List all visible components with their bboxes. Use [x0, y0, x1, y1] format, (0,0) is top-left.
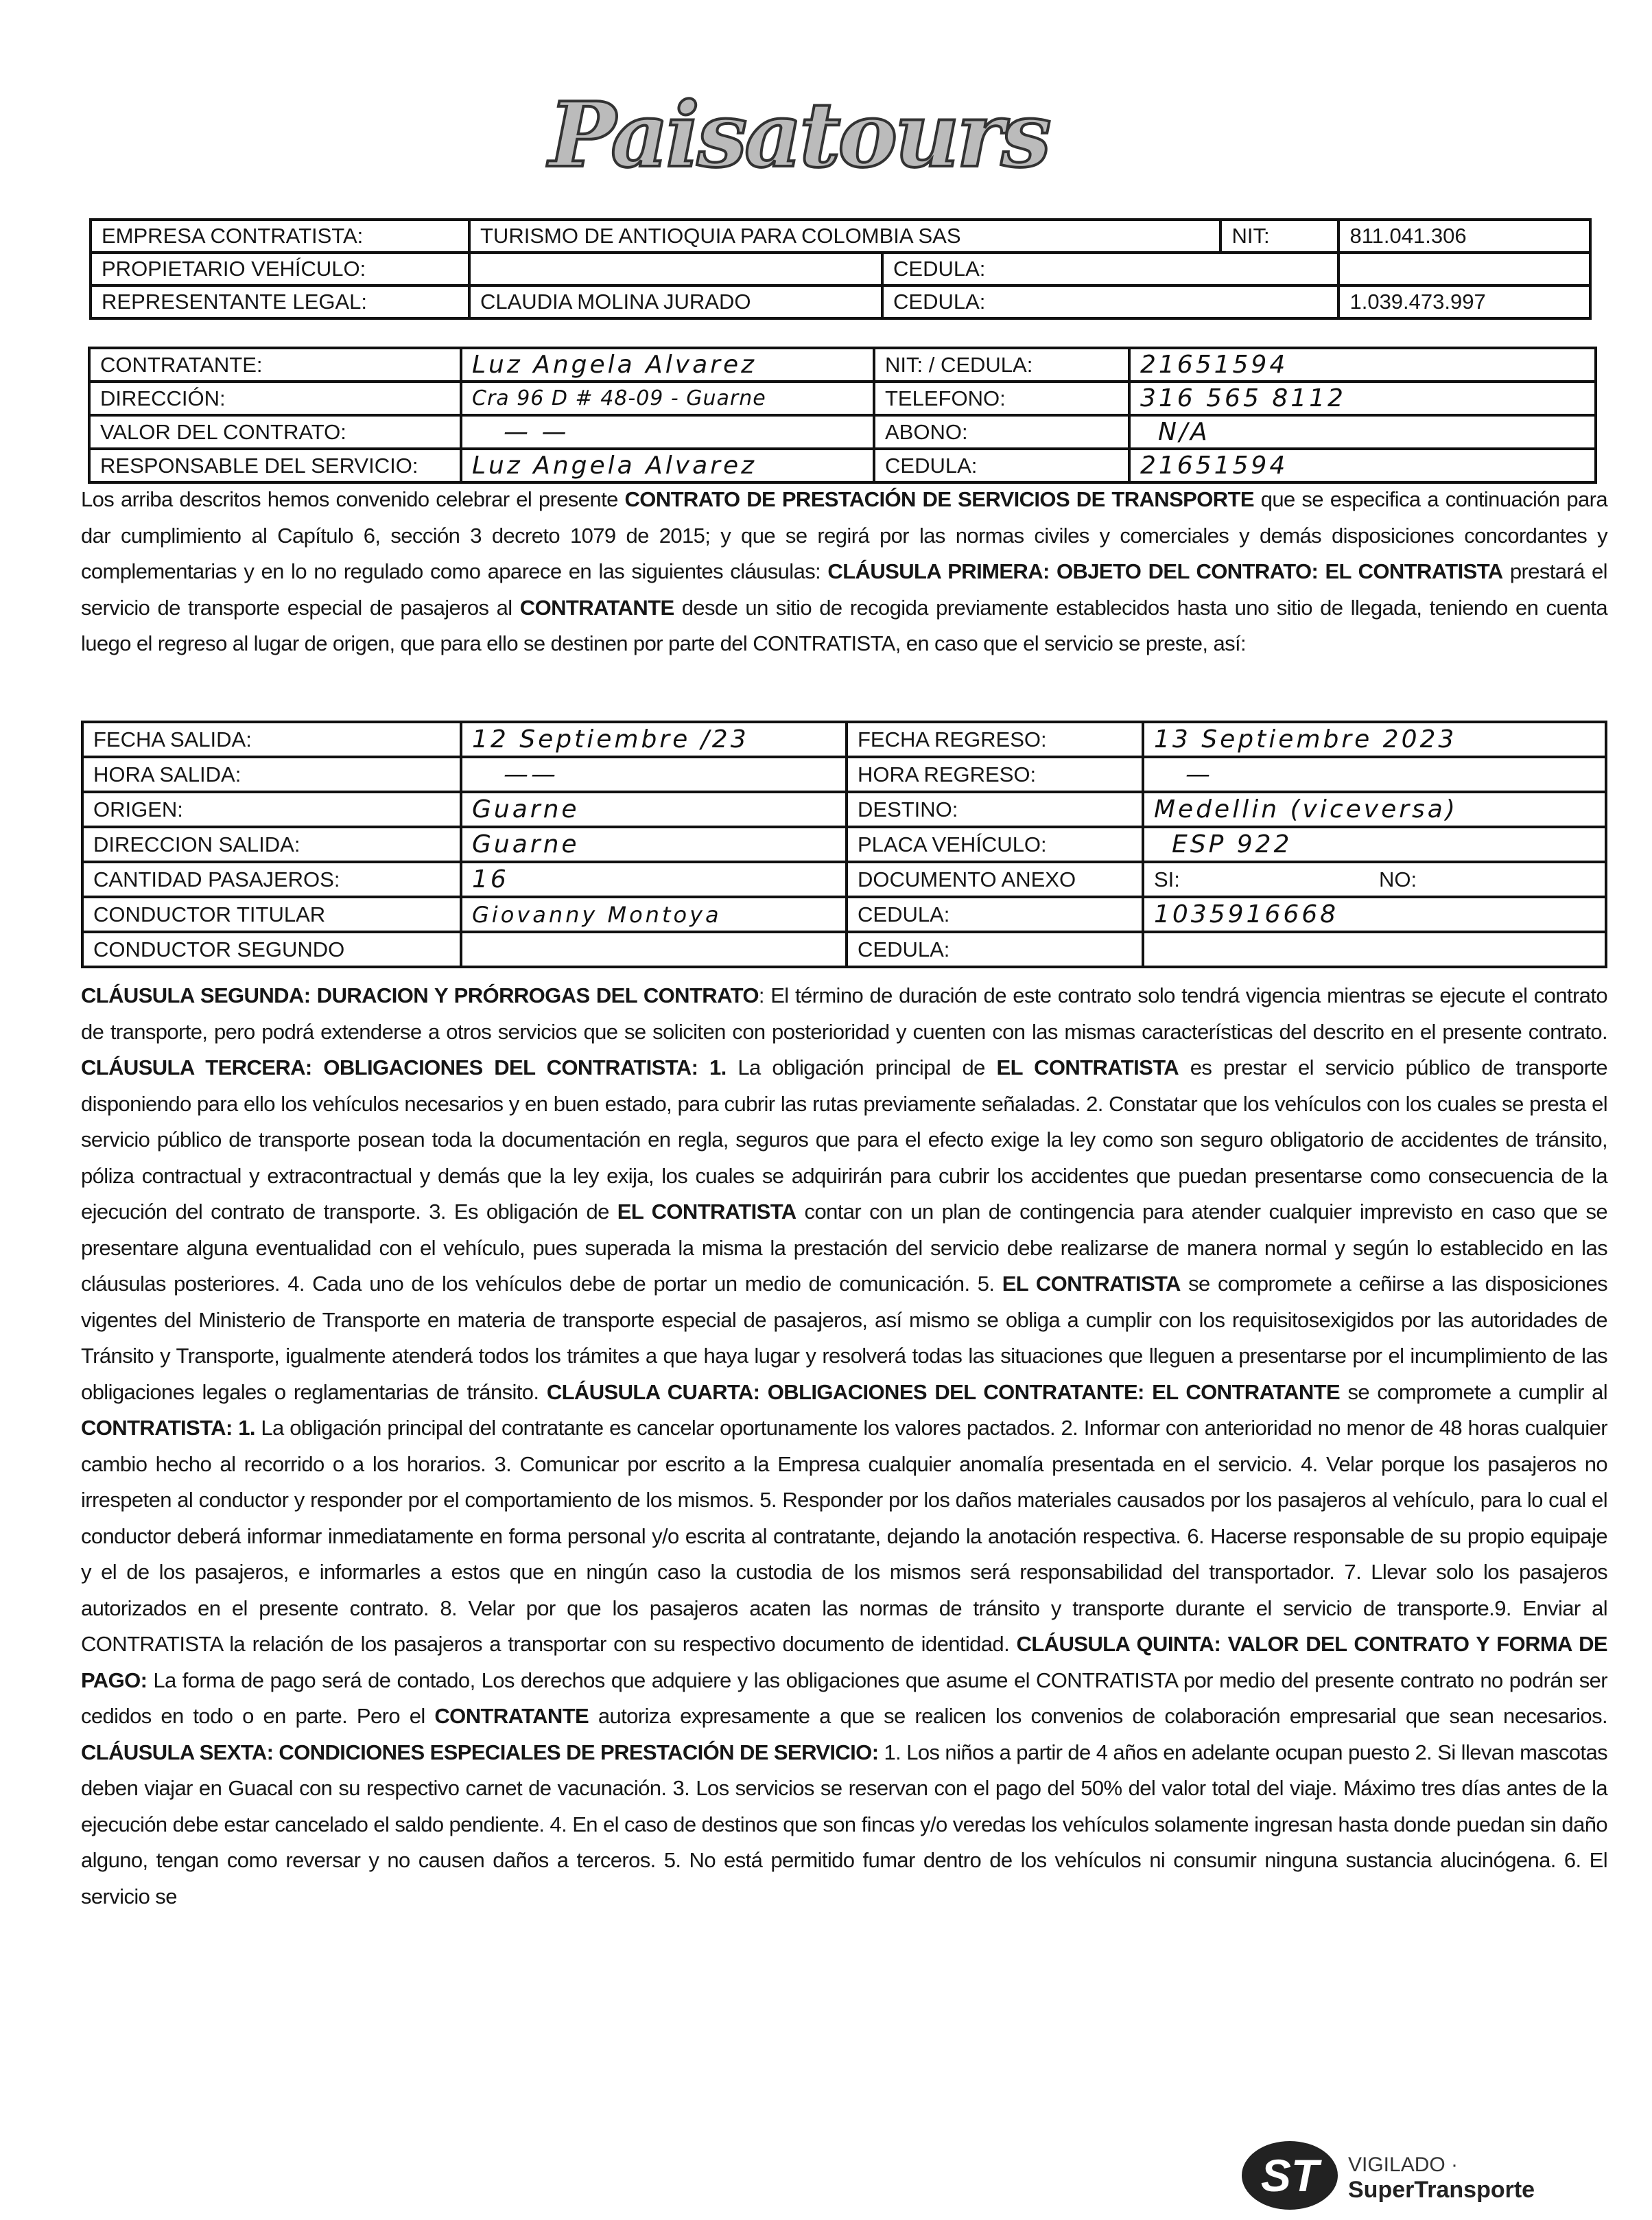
value: TURISMO DE ANTIOQUIA PARA COLOMBIA SAS [469, 220, 1220, 253]
value: Giovanny Montoya [461, 897, 847, 932]
si-label: SI: [1143, 862, 1369, 897]
bold-text-segment: CLÁUSULA QUINTA: VALOR DEL CONTRATO Y FORMA DE PAGO: [81, 1632, 1607, 1692]
bold-text-segment: CONTRATO DE PRESTACIÓN DE SERVICIOS DE TRANSPORTE [624, 487, 1254, 511]
company-table [89, 218, 1592, 320]
value: 811.041.306 [1338, 220, 1590, 253]
label: CONDUCTOR TITULAR [82, 897, 461, 932]
label: CONTRATANTE: [89, 348, 461, 382]
logo-text: Paisatours [549, 82, 1049, 187]
text-segment: 1. Los niños a partir de 4 años en adelante ocupan puesto 2. Si llevan mascotas deben viajar en Guacal con su respectivo carnet de vacunación. 3. Los servicios se reservan con el pago del 50% del valor total del viaje. Máximo tres días antes de la ejecución debe estar cancelado el saldo pendiente. 4. En el caso de destinos que son fincas y/o veredas los vehículos solamente ingresan hasta donde puedan sin daño alguno, tengan como reversar y no causen daños a terceros. 5. No está permitido fumar dentro de los vehículos ni consumir ninguna sustancia alucinógena. 6. El servicio se [81, 1740, 1607, 1908]
contract-intro-paragraph [81, 482, 1607, 662]
table-row [82, 792, 1606, 827]
text-segment: contar con un plan de contingencia para atender cualquier imprevisto en caso que se presentare alguna eventualidad con el vehículo, pues superada la misma la prestación del servicio debe realizarse de manera normal y según lo establecido en las cláusulas posteriores. 4. Cada uno de los vehículos debe de portar un medio de comunicación. 5. [81, 1200, 1608, 1296]
table-row [91, 220, 1590, 253]
label: DESTINO: [847, 792, 1143, 827]
text-segment: es prestar el servicio público de transporte disponiendo para ello los vehículos necesarios y en buen estado, para cubrir las rutas previamente señaladas. 2. Constatar que los vehículos con los cuales se presta el servicio público de transporte posean toda la documentación en regla, seguros que para el efecto exige la ley como son seguro obligatorio de accidentes de tránsito, póliza contractual y extracontractual y demás que la ley exija, los cuales se adquirirán para cubrir los accidentes que puedan presentarse como consecuencia de la ejecución del contrato de transporte. 3. Es obligación de [81, 1055, 1608, 1224]
label: REPRESENTANTE LEGAL: [91, 285, 469, 318]
value: ESP 922 [1143, 827, 1606, 862]
bold-text-segment: CONTRATISTA: 1. [81, 1416, 255, 1440]
no-label: NO: [1369, 862, 1606, 897]
bold-text-segment: EL CONTRATISTA [996, 1055, 1179, 1079]
bold-text-segment: CLÁUSULA PRIMERA: OBJETO DEL CONTRATO: EL CONTRATISTA [827, 559, 1503, 583]
table-row [91, 285, 1590, 318]
value: 16 [461, 862, 847, 897]
bold-text-segment: CLÁUSULA CUARTA: OBLIGACIONES DEL CONTRATANTE: EL CONTRATANTE [546, 1379, 1341, 1404]
label: ABONO: [874, 415, 1129, 449]
text-segment: que se especifica a continuación para dar cumplimiento al Capítulo 6, sección 3 decreto 1079 de 2015; y que se regirá por las normas civiles y comerciales y demás disposiciones concordantes y complementarias y en lo no regulado como aparece en las siguientes cláusulas: [81, 487, 1607, 583]
supertransporte-seal [1242, 2141, 1626, 2217]
label: CEDULA: [874, 449, 1129, 482]
bold-text-segment: EL CONTRATISTA [617, 1200, 796, 1224]
table-row [82, 722, 1606, 757]
value: Medellin (viceversa) [1143, 792, 1606, 827]
table-row [82, 932, 1606, 967]
value: Cra 96 D # 48-09 - Guarne [461, 382, 874, 415]
value: 12 Septiembre /23 [461, 722, 847, 757]
bold-text-segment: CONTRATANTE [519, 595, 674, 620]
table-row [89, 382, 1596, 415]
value: CLAUDIA MOLINA JURADO [469, 285, 882, 318]
value [1338, 253, 1590, 285]
label: CEDULA: [882, 285, 1338, 318]
table-row [89, 449, 1596, 482]
bold-text-segment: EL CONTRATISTA [1002, 1272, 1181, 1296]
bold-text-segment: CLÁUSULA TERCERA: OBLIGACIONES DEL CONTRATISTA: 1. [81, 1055, 727, 1079]
label: NIT: [1220, 220, 1338, 253]
label: CEDULA: [847, 932, 1143, 967]
table-row [82, 862, 1606, 897]
value: 1.039.473.997 [1338, 285, 1590, 318]
client-table [88, 347, 1597, 484]
label: EMPRESA CONTRATISTA: [91, 220, 469, 253]
value [1143, 932, 1606, 967]
text-segment: La obligación principal de [726, 1055, 997, 1079]
company-logo [535, 82, 1111, 192]
label: TELEFONO: [874, 382, 1129, 415]
label: PROPIETARIO VEHÍCULO: [91, 253, 469, 285]
table-row [91, 253, 1590, 285]
contract-clauses-paragraph [81, 978, 1607, 1915]
label: DOCUMENTO ANEXO [847, 862, 1143, 897]
text-segment: desde un sitio de recogida previamente establecidos hasta uno sitio de llegada, teniendo en cuenta luego el regreso al lugar de origen, que para ello se destinen por parte del CONTRATISTA, en caso que el servicio se preste, así: [81, 595, 1607, 655]
bold-text-segment: CLÁUSULA SEXTA: CONDICIONES ESPECIALES DE PRESTACIÓN DE SERVICIO: [81, 1740, 879, 1764]
value: Guarne [461, 827, 847, 862]
label: HORA REGRESO: [847, 757, 1143, 792]
table-row [89, 415, 1596, 449]
value: 21651594 [1129, 348, 1596, 382]
bold-text-segment: CONTRATANTE [434, 1704, 589, 1728]
text-segment: autoriza expresamente a que se realicen los convenios de colaboración empresarial que sean necesarios. [589, 1704, 1607, 1728]
value: 316 565 8112 [1129, 382, 1596, 415]
label: FECHA REGRESO: [847, 722, 1143, 757]
bold-text-segment: CLÁUSULA SEGUNDA: DURACION Y PRÓRROGAS DEL CONTRATO [81, 983, 759, 1007]
trip-table [81, 721, 1607, 968]
label: DIRECCION SALIDA: [82, 827, 461, 862]
value: —— [461, 757, 847, 792]
table-row [82, 757, 1606, 792]
label: ORIGEN: [82, 792, 461, 827]
text-segment: La obligación principal del contratante es cancelar oportunamente los valores pactados. 2. Informar con anterioridad no menor de 48 horas cualquier cambio hecho al recorrido o a los horarios. 3. Comunicar por escrito a la Empresa cualquier anomalía presentada en el servicio. 4. Velar porque los pasajeros no irrespeten al conductor y responder por el comportamiento de los mismos. 5. Responder por los daños materiales causados por los pasajeros al vehículo, para lo cual el conductor deberá informar inmediatamente en forma personal y/o escrita al contratante, dejando la anotación respectiva. 6. Hacerse responsable de su propio equipaje y el de los pasajeros, e informarles a estos que en ningún caso la custodia de los mismos será responsabilidad del transportador. 7. Llevar solo los pasajeros autorizados en el presente contrato. 8. Velar por que los pasajeros acaten las normas de tránsito y transporte durante el servicio de transporte.9. Enviar al CONTRATISTA la relación de los pasajeros a transportar con su respectivo documento de identidad. [81, 1416, 1607, 1656]
value: N/A [1129, 415, 1596, 449]
label: CEDULA: [882, 253, 1338, 285]
value: Guarne [461, 792, 847, 827]
value: 13 Septiembre 2023 [1143, 722, 1606, 757]
table-row [89, 348, 1596, 382]
st-logo: ST [1242, 2141, 1338, 2210]
label: FECHA SALIDA: [82, 722, 461, 757]
text-segment: La forma de pago será de contado, Los derechos que adquiere y las obligaciones que asume el CONTRATISTA por medio del presente contrato no podrán ser cedidos en todo o en parte. Pero el [81, 1668, 1607, 1728]
label: NIT: / CEDULA: [874, 348, 1129, 382]
text-segment: prestará el servicio de transporte especial de pasajeros al [81, 559, 1607, 620]
vigilado-label: VIGILADO · [1348, 2153, 1459, 2176]
value: 21651594 [1129, 449, 1596, 482]
label: PLACA VEHÍCULO: [847, 827, 1143, 862]
label: HORA SALIDA: [82, 757, 461, 792]
value: Luz Angela Alvarez [461, 449, 874, 482]
label: VALOR DEL CONTRATO: [89, 415, 461, 449]
label: CEDULA: [847, 897, 1143, 932]
table-row [82, 827, 1606, 862]
value: Luz Angela Alvarez [461, 348, 874, 382]
value: — [1143, 757, 1606, 792]
text-segment: Los arriba descritos hemos convenido celebrar el presente [81, 487, 625, 511]
supertransporte-label: SuperTransporte [1348, 2177, 1535, 2203]
value [461, 932, 847, 967]
label: CANTIDAD PASAJEROS: [82, 862, 461, 897]
value: 1035916668 [1143, 897, 1606, 932]
label: CONDUCTOR SEGUNDO [82, 932, 461, 967]
label: RESPONSABLE DEL SERVICIO: [89, 449, 461, 482]
text-segment: : El término de duración de este contrato solo tendrá vigencia mientras se ejecute el contrato de transporte, pero podrá extenderse a otros servicios que se soliciten con posterioridad y cuenten con las mismas características del descrito en el presente contrato. [81, 983, 1607, 1044]
text-segment: se compromete a cumplir al [1340, 1379, 1607, 1404]
table-row [82, 897, 1606, 932]
label: DIRECCIÓN: [89, 382, 461, 415]
value [469, 253, 882, 285]
text-segment: se compromete a ceñirse a las disposiciones vigentes del Ministerio de Transporte en materia de transporte especial de pasajeros, así mismo se obliga a cumplir con los requisitosexigidos por las autoridades de Tránsito y Transporte, igualmente atenderá todos los trámites a que haya lugar y resolverá todas las situaciones que lleguen a presentarse por el incumplimiento de las obligaciones legales o reglamentarias de tránsito. [81, 1272, 1607, 1404]
value: — — [461, 415, 874, 449]
